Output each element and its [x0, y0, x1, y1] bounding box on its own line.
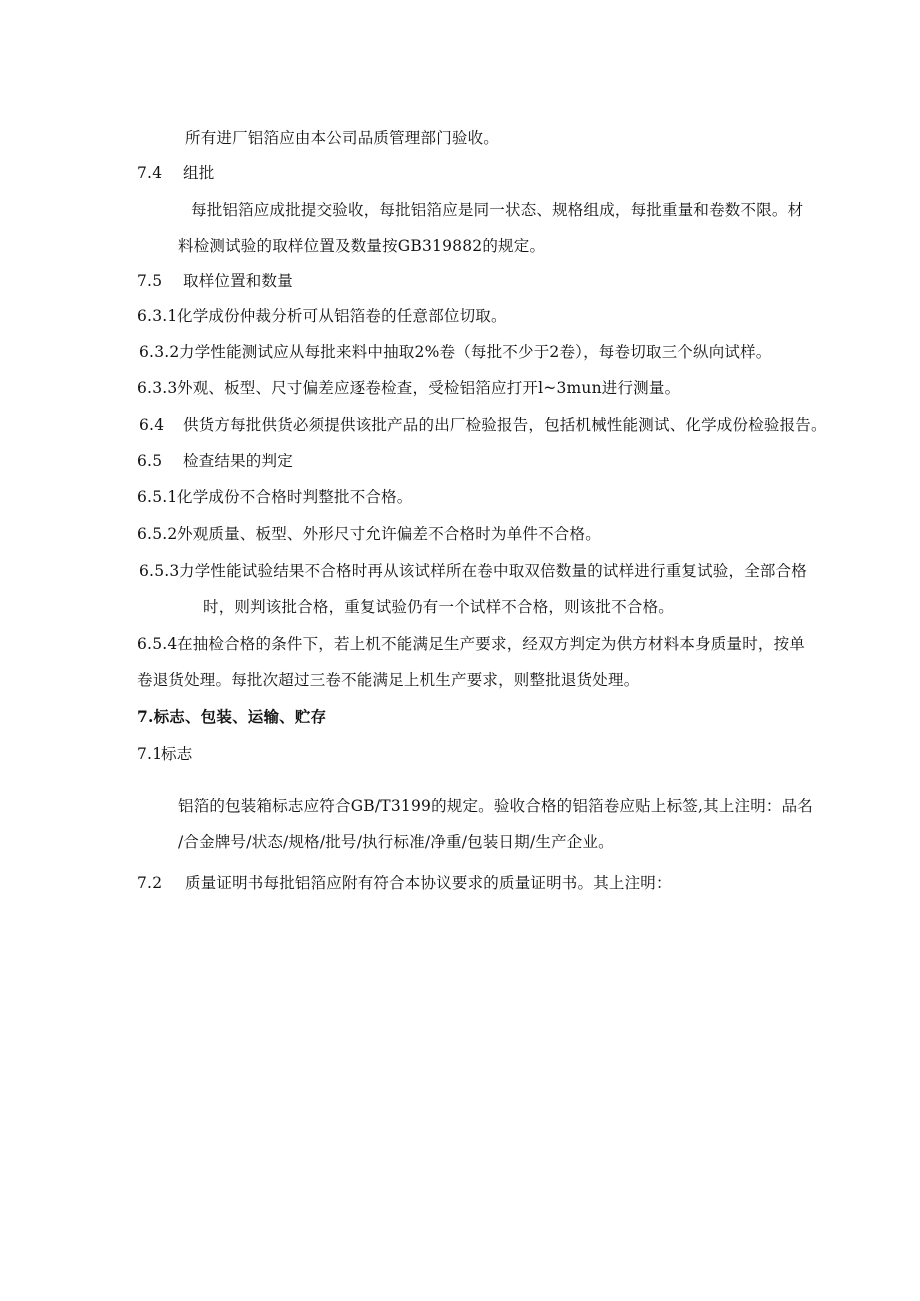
section-title: 7.标志、包装、运输、贮存: [137, 707, 327, 726]
section-heading-7-5: [137, 271, 293, 291]
paragraph-line-acceptance: [185, 128, 499, 148]
clause-text: 外观质量、板型、外形尺寸允许偏差不合格时为单件不合格。: [177, 525, 601, 543]
clause-number: 6.5: [137, 452, 163, 470]
section-title: 组批: [183, 164, 215, 182]
section-heading-7-marking: [137, 707, 326, 727]
clause-6-3-3: [137, 378, 680, 398]
clause-6-5-4: [137, 634, 805, 654]
clause-number: 6.5.1: [137, 488, 178, 506]
clause-number: 6.5.4: [137, 635, 178, 653]
section-number: 7.2: [137, 874, 163, 892]
clause-text: 外观、板型、尺寸偏差应逐卷检查，受检铝箔应打开l~3mun进行测量。: [177, 379, 681, 397]
section-heading-7-1: [137, 744, 192, 764]
section-title: 取样位置和数量: [183, 272, 293, 290]
clause-text: 力学性能测试应从每批来料中抽取2%卷（每批不少于2卷），每卷切取三个纵向试样。: [179, 343, 772, 361]
paragraph-line-marking-2: [178, 832, 614, 852]
section-text: 质量证明书每批铝箔应附有符合本协议要求的质量证明书。其上注明：: [185, 874, 672, 892]
paragraph-line-marking-1: [178, 796, 813, 816]
clause-text: 化学成份不合格时判整批不合格。: [177, 488, 413, 506]
line-text: 所有进厂铝箔应由本公司品质管理部门验收。: [185, 129, 500, 147]
paragraph-line-batching-1: [191, 200, 803, 220]
clause-number: 6.5.2: [137, 525, 178, 543]
line-text: /合金牌号/状态/规格/批号/执行标准/净重/包装日期/生产企业。: [178, 833, 614, 851]
section-number: 7.4: [137, 164, 163, 182]
section-number: 7.5: [137, 272, 163, 290]
clause-number: 6.3.2: [139, 343, 180, 361]
clause-number: 6.4: [139, 416, 165, 434]
clause-6-4: [139, 415, 827, 435]
paragraph-line-batching-2: [178, 236, 545, 256]
clause-6-5-2: [137, 524, 601, 544]
section-heading-7-2: [137, 873, 672, 893]
clause-number: 6.5.3: [139, 562, 180, 580]
section-heading-7-4: [137, 163, 214, 183]
line-text: 铝箔的包装箱标志应符合GB/T3199的规定。验收合格的铝箔卷应贴上标签,其上注明：品名: [178, 797, 814, 815]
clause-text: 在抽检合格的条件下，若上机不能满足生产要求，经双方判定为供方材料本身质量时，按单: [177, 635, 806, 653]
section-number: 7.1: [137, 745, 163, 763]
clause-text: 力学性能试验结果不合格时再从该试样所在卷中取双倍数量的试样进行重复试验，全部合格: [179, 562, 808, 580]
clause-6-3-2: [139, 342, 772, 362]
clause-number: 6.3.3: [137, 379, 178, 397]
section-title: 标志: [161, 745, 193, 763]
clause-6-5: [137, 451, 293, 471]
clause-6-5-3: [139, 561, 807, 581]
clause-6-5-3-continued: [203, 597, 674, 617]
line-text: 料检测试验的取样位置及数量按GB319882的规定。: [178, 237, 546, 255]
clause-6-3-1: [137, 306, 507, 326]
clause-6-5-4-continued: [137, 670, 639, 690]
clause-title: 检查结果的判定: [183, 452, 293, 470]
clause-6-5-1: [137, 487, 413, 507]
clause-text: 供货方每批供货必须提供该批产品的出厂检验报告，包括机械性能测试、化学成份检验报告。: [183, 416, 827, 434]
line-text: 卷退货处理。每批次超过三卷不能满足上机生产要求，则整批退货处理。: [137, 671, 640, 689]
clause-text: 化学成份仲裁分析可从铝箔卷的任意部位切取。: [177, 307, 507, 325]
line-text: 每批铝箔应成批提交验收，每批铝箔应是同一状态、规格组成，每批重量和卷数不限。材: [191, 201, 804, 219]
line-text: 时，则判该批合格，重复试验仍有一个试样不合格，则该批不合格。: [203, 598, 675, 616]
clause-number: 6.3.1: [137, 307, 178, 325]
